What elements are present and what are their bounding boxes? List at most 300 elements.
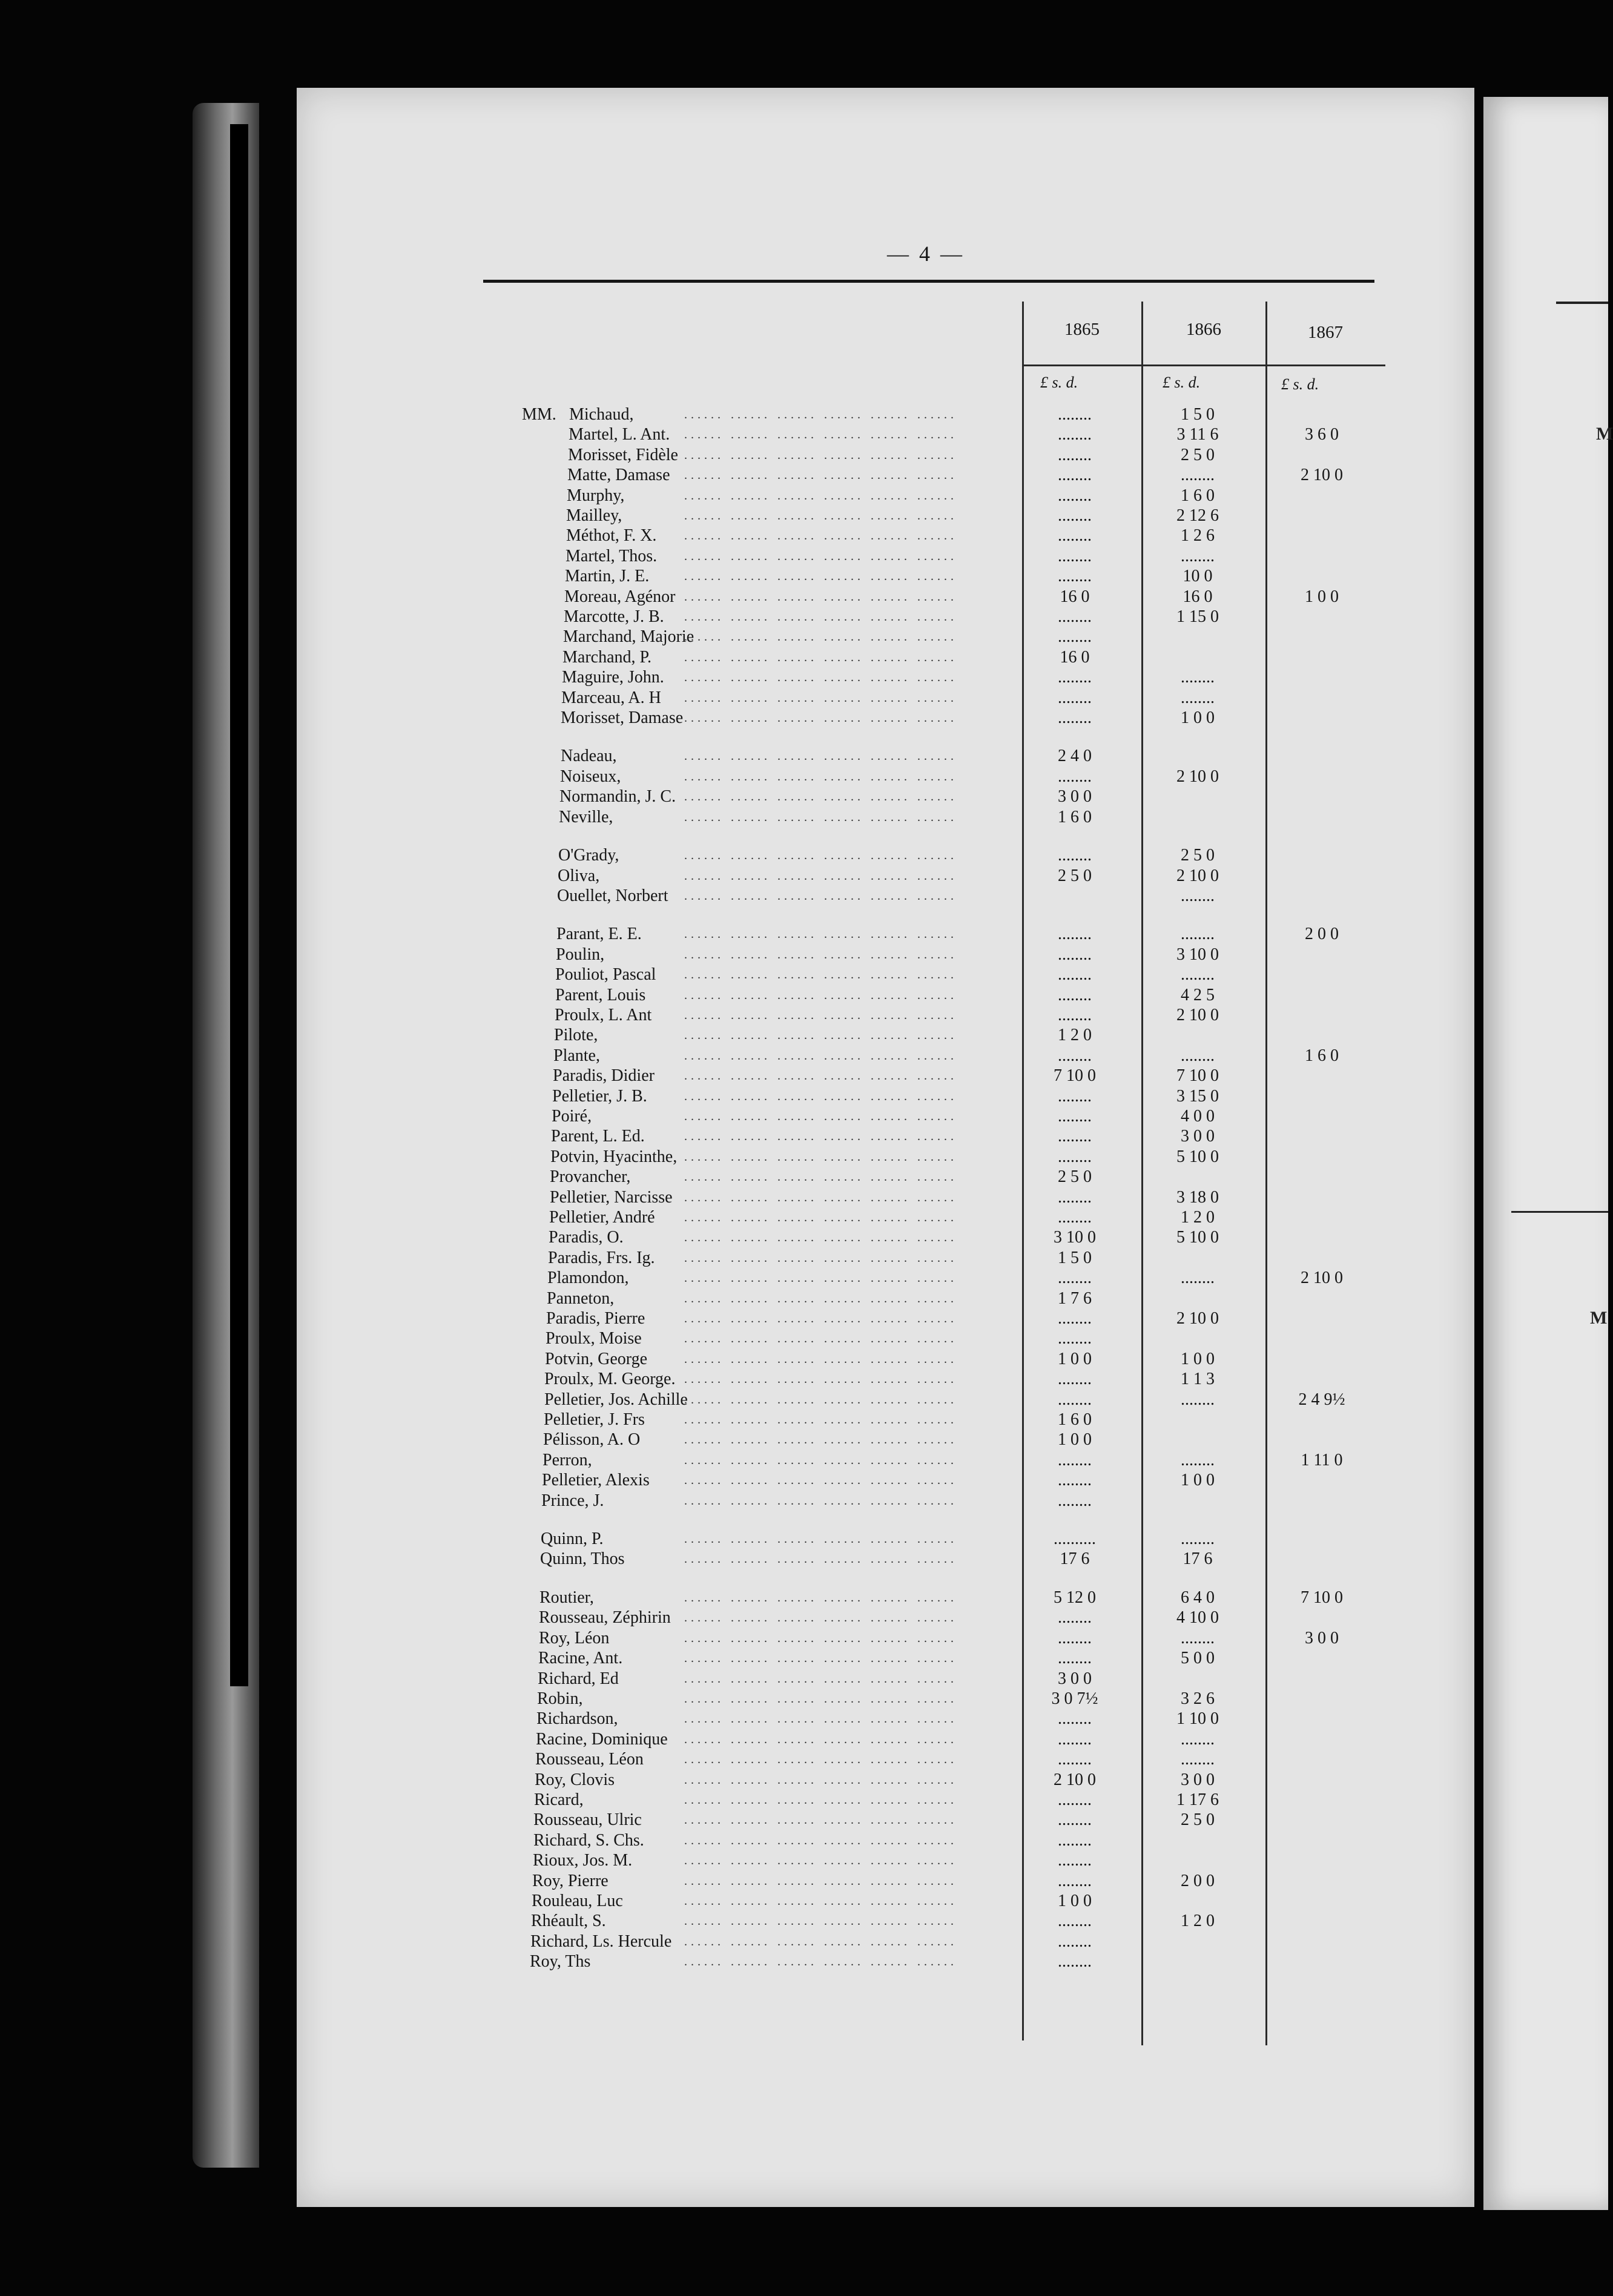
amount-1865: 2 5 0 — [1058, 1167, 1092, 1186]
ledger-row — [0, 1628, 1608, 1649]
amount-1866: ........ — [1181, 1268, 1215, 1287]
ledger-row — [0, 1951, 1608, 1972]
ledger-row — [0, 1328, 1608, 1349]
ledger-row — [0, 1086, 1608, 1107]
amount-1867: 1 11 0 — [1301, 1451, 1343, 1470]
amount-1865: 1 0 0 — [1058, 1892, 1092, 1910]
ledger-row — [0, 465, 1608, 486]
amount-1865: ........ — [1058, 965, 1092, 984]
ledger-row — [0, 445, 1608, 466]
leader-dots: ...... ...... ...... ...... ...... ...... — [684, 1813, 957, 1827]
contributor-name: Routier, — [539, 1588, 594, 1607]
amount-1866: 3 0 0 — [1181, 1770, 1215, 1789]
contributor-name: Richard, Ed — [538, 1669, 619, 1688]
ledger-row — [0, 1248, 1608, 1268]
amount-1865: ........ — [1058, 1709, 1092, 1728]
year-header-1865: 1865 — [1064, 320, 1100, 339]
contributor-name: Provancher, — [550, 1167, 631, 1186]
amount-1865: ........ — [1058, 1006, 1092, 1024]
contributor-name: Mailley, — [566, 506, 622, 525]
ledger-row — [0, 1390, 1608, 1410]
amount-1866: ........ — [1181, 1451, 1215, 1470]
contributor-name: Pelletier, André — [549, 1208, 655, 1227]
row-prefix: MM. — [522, 405, 556, 424]
contributor-name: O'Grady, — [558, 846, 619, 865]
contributor-name: Rouleau, Luc — [532, 1892, 623, 1910]
leader-dots: ...... ...... ...... ...... ...... ...... — [684, 1110, 957, 1123]
amount-1865: ........ — [1058, 405, 1092, 424]
amount-1866: 2 5 0 — [1181, 446, 1215, 464]
leader-dots: ...... ...... ...... ...... ...... ...... — [684, 1170, 957, 1184]
amount-1865: 16 0 — [1060, 587, 1090, 606]
amount-1865: ........ — [1058, 1952, 1092, 1971]
ledger-row — [0, 866, 1608, 886]
contributor-name: Marceau, A. H — [561, 688, 661, 707]
contributor-name: Racine, Ant. — [538, 1649, 623, 1668]
ledger-row — [0, 1470, 1608, 1491]
amount-1865: ........ — [1058, 627, 1092, 646]
amount-1865: ........ — [1058, 688, 1092, 707]
leader-dots: ...... ...... ...... ...... ...... ...... — [684, 1552, 957, 1566]
leader-dots: ...... ...... ...... ...... ...... ...... — [684, 408, 957, 421]
leader-dots: ...... ...... ...... ...... ...... ...... — [684, 428, 957, 441]
leader-dots: ...... ...... ...... ...... ...... ...... — [684, 1895, 957, 1908]
leader-dots: ...... ...... ...... ...... ...... ...... — [684, 570, 957, 583]
ledger-row — [0, 1066, 1608, 1086]
unit-header-1866: £ s. d. — [1163, 374, 1201, 391]
ledger-row — [0, 845, 1608, 866]
leader-dots: ...... ...... ...... ...... ...... ...... — [684, 1611, 957, 1625]
amount-1865: ........ — [1058, 1087, 1092, 1106]
contributor-name: Poulin, — [556, 945, 605, 964]
ledger-row — [0, 424, 1608, 445]
amount-1865: ........ — [1058, 446, 1092, 464]
amount-1866: ........ — [1181, 466, 1215, 484]
leader-dots: ...... ...... ...... ...... ...... ...... — [684, 1532, 957, 1546]
contributor-name: Ouellet, Norbert — [557, 886, 668, 905]
amount-1866: ........ — [1181, 925, 1215, 943]
contributor-name: Maguire, John. — [562, 668, 664, 687]
ledger-row — [0, 1025, 1608, 1046]
amount-1865: ........ — [1058, 425, 1092, 444]
amount-1866: 1 0 0 — [1181, 708, 1215, 727]
amount-1865: ........ — [1058, 466, 1092, 484]
amount-1865: ........ — [1058, 1046, 1092, 1065]
amount-1865: 2 10 0 — [1054, 1770, 1096, 1789]
ledger-row — [0, 1931, 1608, 1952]
leader-dots: ...... ...... ...... ...... ...... ...... — [684, 790, 957, 803]
leader-dots: ...... ...... ...... ...... ...... ...... — [684, 1753, 957, 1766]
amount-1866: 17 6 — [1183, 1549, 1213, 1568]
ledger-row — [0, 1911, 1608, 1931]
amount-1865: ........ — [1058, 1790, 1092, 1809]
amount-1865: 1 0 0 — [1058, 1350, 1092, 1368]
amount-1866: 2 5 0 — [1181, 1810, 1215, 1829]
amount-1866: 3 11 6 — [1176, 425, 1219, 444]
contributor-name: Prince, J. — [541, 1491, 604, 1510]
amount-1865: ........ — [1058, 1208, 1092, 1227]
ledger-row — [0, 1268, 1608, 1288]
contributor-name: Pelletier, J. Frs — [544, 1410, 645, 1429]
leader-dots: ...... ...... ...... ...... ...... ...... — [684, 1231, 957, 1244]
contributor-name: Plamondon, — [547, 1268, 629, 1287]
ledger-row — [0, 807, 1608, 828]
ledger-row — [0, 1729, 1608, 1750]
amount-1866: 2 10 0 — [1176, 1309, 1219, 1328]
contributor-name: Richard, S. Chs. — [533, 1831, 644, 1850]
amount-1866: 4 0 0 — [1181, 1107, 1215, 1126]
leader-dots: ...... ...... ...... ...... ...... ...... — [684, 1272, 957, 1285]
contributor-name: Plante, — [553, 1046, 600, 1065]
amount-1867: 3 0 0 — [1305, 1629, 1339, 1648]
amount-1866: ........ — [1181, 547, 1215, 566]
amount-1866: 1 6 0 — [1181, 486, 1215, 505]
ledger-row — [0, 1207, 1608, 1228]
leader-dots: ...... ...... ...... ...... ...... ...... — [684, 651, 957, 664]
amount-1866: ........ — [1181, 1730, 1215, 1749]
ledger-row — [0, 886, 1608, 906]
ledger-row — [0, 1891, 1608, 1912]
contributor-name: Pelletier, Alexis — [542, 1471, 650, 1489]
ledger-row — [0, 1288, 1608, 1309]
leader-dots: ...... ...... ...... ...... ...... ...... — [684, 610, 957, 624]
leader-dots: ...... ...... ...... ...... ...... ...... — [684, 1191, 957, 1204]
ledger-row — [0, 1830, 1608, 1851]
contributor-name: Morisset, Fidèle — [568, 446, 678, 464]
leader-dots: ...... ...... ...... ...... ...... ...... — [684, 529, 957, 543]
ledger-row — [0, 1410, 1608, 1430]
ledger-row — [0, 746, 1608, 767]
contributor-name: Racine, Dominique — [536, 1730, 668, 1749]
amount-1866: 3 0 0 — [1181, 1127, 1215, 1146]
ledger-row — [0, 1790, 1608, 1810]
facing-page-letter-top: M — [1596, 424, 1613, 444]
amount-1865: ........ — [1058, 1370, 1092, 1388]
amount-1866: 5 0 0 — [1181, 1649, 1215, 1668]
leader-dots: ...... ...... ...... ...... ...... ...... — [684, 1454, 957, 1467]
leader-dots: ...... ...... ...... ...... ...... ...... — [684, 509, 957, 523]
amount-1866: ........ — [1181, 1629, 1215, 1648]
amount-1865: ........ — [1058, 1872, 1092, 1890]
leader-dots: ...... ...... ...... ...... ...... ...... — [684, 1312, 957, 1325]
contributor-name: Michaud, — [569, 405, 634, 424]
contributor-name: Rousseau, Zéphirin — [539, 1608, 671, 1627]
leader-dots: ...... ...... ...... ...... ...... ...... — [684, 869, 957, 883]
ledger-row — [0, 1187, 1608, 1208]
amount-1865: .......... — [1054, 1529, 1096, 1548]
amount-1866: 1 2 0 — [1181, 1912, 1215, 1930]
contributor-name: Nadeau, — [561, 747, 617, 765]
contributor-name: Paradis, O. — [549, 1228, 624, 1247]
contributor-name: Paradis, Didier — [553, 1066, 655, 1085]
leader-dots: ...... ...... ...... ...... ...... ...... — [684, 948, 957, 962]
amount-1866: 4 10 0 — [1176, 1608, 1219, 1627]
contributor-name: Paradis, Pierre — [546, 1309, 645, 1328]
amount-1866: 2 10 0 — [1176, 1006, 1219, 1024]
amount-1866: ........ — [1181, 1390, 1215, 1409]
ledger-row — [0, 1669, 1608, 1689]
ledger-row — [0, 1588, 1608, 1608]
amount-1865: ........ — [1058, 1730, 1092, 1749]
contributor-name: Neville, — [559, 808, 613, 826]
leader-dots: ...... ...... ...... ...... ...... ...... — [684, 449, 957, 462]
leader-dots: ...... ...... ...... ...... ...... ...... — [684, 1875, 957, 1888]
amount-1865: 3 0 0 — [1058, 787, 1092, 806]
contributor-name: Quinn, P. — [541, 1529, 604, 1548]
contributor-name: Marchand, P. — [562, 648, 651, 667]
amount-1866: 7 10 0 — [1176, 1066, 1219, 1085]
amount-1865: 1 7 6 — [1058, 1289, 1092, 1308]
leader-dots: ...... ...... ...... ...... ...... ...... — [684, 630, 957, 644]
amount-1865: ........ — [1058, 1268, 1092, 1287]
contributor-name: Matte, Damase — [567, 466, 670, 484]
amount-1866: 2 12 6 — [1176, 506, 1219, 525]
ledger-row — [0, 1046, 1608, 1066]
amount-1867: 3 6 0 — [1305, 425, 1339, 444]
amount-1865: 3 10 0 — [1054, 1228, 1096, 1247]
contributor-name: Pouliot, Pascal — [555, 965, 656, 984]
leader-dots: ...... ...... ...... ...... ...... ...... — [684, 1150, 957, 1164]
contributor-name: Roy, Ths — [530, 1952, 591, 1971]
contributor-name: Potvin, George — [545, 1350, 648, 1368]
amount-1865: 1 2 0 — [1058, 1026, 1092, 1044]
ledger-row — [0, 1106, 1608, 1127]
contributor-name: Martin, J. E. — [565, 567, 650, 586]
amount-1865: 2 4 0 — [1058, 747, 1092, 765]
amount-1865: 3 0 7½ — [1051, 1689, 1098, 1708]
contributor-name: Pelletier, Narcisse — [550, 1188, 673, 1207]
ledger-row — [0, 1871, 1608, 1892]
ledger-row — [0, 787, 1608, 807]
ledger-row — [0, 1308, 1608, 1329]
ledger-row — [0, 945, 1608, 965]
amount-1867: 2 4 9½ — [1298, 1390, 1345, 1409]
amount-1866: 2 5 0 — [1181, 846, 1215, 865]
amount-1866: 1 2 0 — [1181, 1208, 1215, 1227]
leader-dots: ...... ...... ...... ...... ...... ...... — [684, 770, 957, 783]
leader-dots: ...... ...... ...... ...... ...... ...... — [684, 1413, 957, 1427]
ledger-row — [0, 627, 1608, 647]
amount-1865: ........ — [1058, 1912, 1092, 1930]
contributor-name: Moreau, Agénor — [564, 587, 676, 606]
amount-1865: ........ — [1058, 846, 1092, 865]
contributor-name: Proulx, M. George. — [544, 1370, 676, 1388]
amount-1865: ........ — [1058, 1629, 1092, 1648]
leader-dots: ...... ...... ...... ...... ...... ...... — [684, 1773, 957, 1787]
amount-1865: ........ — [1058, 486, 1092, 505]
ledger-row — [0, 1749, 1608, 1770]
amount-1865: ........ — [1058, 1471, 1092, 1489]
leader-dots: ...... ...... ...... ...... ...... ...... — [684, 1935, 957, 1948]
leader-dots: ...... ...... ...... ...... ...... ...... — [684, 1834, 957, 1847]
amount-1865: ........ — [1058, 668, 1092, 687]
amount-1867: 2 10 0 — [1301, 1268, 1343, 1287]
amount-1866: 1 5 0 — [1181, 405, 1215, 424]
amount-1865: ........ — [1058, 945, 1092, 964]
leader-dots: ...... ...... ...... ...... ...... ...... — [684, 1712, 957, 1726]
leader-dots: ...... ...... ...... ...... ...... ...... — [684, 1211, 957, 1224]
amount-1866: ........ — [1181, 1529, 1215, 1548]
amount-1865: ........ — [1058, 1932, 1092, 1951]
amount-1865: 7 10 0 — [1054, 1066, 1096, 1085]
contributor-name: Murphy, — [567, 486, 625, 505]
amount-1865: ........ — [1058, 567, 1092, 586]
amount-1866: 1 15 0 — [1176, 607, 1219, 626]
leader-dots: ...... ...... ...... ...... ...... ...... — [684, 1915, 957, 1928]
contributor-name: Morisset, Damase — [561, 708, 684, 727]
ledger-row — [0, 708, 1608, 728]
ledger-row — [0, 1850, 1608, 1871]
amount-1866: 5 10 0 — [1176, 1147, 1219, 1166]
leader-dots: ...... ...... ...... ...... ...... ...... — [684, 590, 957, 604]
contributor-name: Méthot, F. X. — [566, 526, 657, 545]
amount-1865: ........ — [1058, 1831, 1092, 1850]
amount-1865: 5 12 0 — [1054, 1588, 1096, 1607]
amount-1866: 2 10 0 — [1176, 767, 1219, 786]
ledger-row — [0, 1689, 1608, 1709]
contributor-name: Pélisson, A. O — [543, 1430, 641, 1449]
leader-dots: ...... ...... ...... ...... ...... ...... — [684, 1591, 957, 1605]
leader-dots: ...... ...... ...... ...... ...... ...... — [684, 1373, 957, 1386]
ledger-row — [0, 767, 1608, 787]
contributor-name: Parant, E. E. — [556, 925, 642, 943]
ledger-row — [0, 688, 1608, 708]
amount-1867: 1 0 0 — [1305, 587, 1339, 606]
leader-dots: ...... ...... ...... ...... ...... ...... — [684, 1433, 957, 1447]
leader-dots: ...... ...... ...... ...... ...... ...... — [684, 691, 957, 705]
amount-1866: 1 1 3 — [1181, 1370, 1215, 1388]
amount-1866: 1 2 6 — [1181, 526, 1215, 545]
amount-1865: ........ — [1058, 1608, 1092, 1627]
ledger-row — [0, 1430, 1608, 1450]
contributor-name: Perron, — [543, 1451, 592, 1470]
contributor-name: Pilote, — [554, 1026, 598, 1044]
ledger-row — [0, 965, 1608, 985]
amount-1865: ........ — [1058, 1127, 1092, 1146]
unit-header-1867: £ s. d. — [1281, 375, 1319, 393]
amount-1866: 1 17 6 — [1176, 1790, 1219, 1809]
leader-dots: ...... ...... ...... ...... ...... ...... — [684, 1252, 957, 1265]
contributor-name: Proulx, Moise — [546, 1329, 642, 1348]
leader-dots: ...... ...... ...... ...... ...... ...... — [684, 1672, 957, 1686]
contributor-name: Pelletier, Jos. Achille — [544, 1390, 688, 1409]
ledger-row — [0, 1147, 1608, 1167]
amount-1866: 1 10 0 — [1176, 1709, 1219, 1728]
amount-1866: ........ — [1181, 688, 1215, 707]
amount-1866: 2 10 0 — [1176, 866, 1219, 885]
contributor-name: Marchand, Majorie — [563, 627, 694, 646]
ledger-row — [0, 1126, 1608, 1147]
ledger-row — [0, 1369, 1608, 1390]
ledger-row — [0, 1491, 1608, 1511]
facing-page-rule-top — [1556, 302, 1608, 304]
amount-1865: ........ — [1058, 547, 1092, 566]
amount-1866: 3 2 6 — [1181, 1689, 1215, 1708]
leader-dots: ...... ...... ...... ...... ...... ...... — [684, 928, 957, 941]
amount-1866: 2 0 0 — [1181, 1872, 1215, 1890]
amount-1865: 1 6 0 — [1058, 1410, 1092, 1429]
ledger-row — [0, 985, 1608, 1006]
amount-1865: 1 5 0 — [1058, 1249, 1092, 1267]
contributor-name: Rousseau, Léon — [535, 1750, 644, 1769]
amount-1866: 3 18 0 — [1176, 1188, 1219, 1207]
amount-1865: ........ — [1058, 1491, 1092, 1510]
contributor-name: Rhéault, S. — [531, 1912, 606, 1930]
amount-1866: 16 0 — [1183, 587, 1213, 606]
amount-1866: 1 0 0 — [1181, 1471, 1215, 1489]
leader-dots: ...... ...... ...... ...... ...... ...... — [684, 1292, 957, 1305]
contributor-name: Rioux, Jos. M. — [533, 1851, 633, 1870]
amount-1865: ........ — [1058, 1329, 1092, 1348]
ledger-row — [0, 526, 1608, 546]
amount-1867: 2 10 0 — [1301, 466, 1343, 484]
leader-dots: ...... ...... ...... ...... ...... ...... — [684, 1332, 957, 1345]
contributor-name: Noiseux, — [560, 767, 621, 786]
amount-1866: ........ — [1181, 1750, 1215, 1769]
leader-dots: ...... ...... ...... ...... ...... ...... — [684, 1692, 957, 1706]
ledger-row — [0, 566, 1608, 587]
amount-1865: ........ — [1058, 986, 1092, 1005]
amount-1865: ........ — [1058, 1810, 1092, 1829]
ledger-row — [0, 1709, 1608, 1729]
amount-1865: ........ — [1058, 1107, 1092, 1126]
amount-1866: ........ — [1181, 965, 1215, 984]
leader-dots: ...... ...... ...... ...... ...... ...... — [684, 1353, 957, 1366]
amount-1866: ........ — [1181, 668, 1215, 687]
contributor-name: Roy, Léon — [539, 1629, 610, 1648]
leader-dots: ...... ...... ...... ...... ...... ...... — [684, 1733, 957, 1746]
amount-1865: ........ — [1058, 767, 1092, 786]
leader-dots: ...... ...... ...... ...... ...... ...... — [684, 811, 957, 824]
year-header-1867: 1867 — [1308, 323, 1343, 342]
ledger-row — [0, 1810, 1608, 1830]
ledger-row — [0, 647, 1608, 668]
amount-1866: 4 2 5 — [1181, 986, 1215, 1005]
amount-1865: ........ — [1058, 708, 1092, 727]
ledger-row — [0, 1549, 1608, 1569]
contributor-name: Richardson, — [536, 1709, 618, 1728]
facing-page-letter-mid: M — [1590, 1308, 1608, 1328]
amount-1866: 3 10 0 — [1176, 945, 1219, 964]
amount-1865: ........ — [1058, 526, 1092, 545]
ledger-row — [0, 1770, 1608, 1790]
leader-dots: ...... ...... ...... ...... ...... ...... — [684, 1130, 957, 1143]
ledger-row — [0, 1450, 1608, 1471]
amount-1865: 16 0 — [1060, 648, 1090, 667]
leader-dots: ...... ...... ...... ...... ...... ...... — [684, 1049, 957, 1063]
contributor-name: Proulx, L. Ant — [555, 1006, 652, 1024]
unit-header-1865: £ s. d. — [1040, 374, 1078, 391]
leader-dots: ...... ...... ...... ...... ...... ...... — [684, 1393, 957, 1407]
contributor-name: Roy, Pierre — [532, 1872, 609, 1890]
ledger-row — [0, 404, 1608, 425]
amount-1865: 3 0 0 — [1058, 1669, 1092, 1688]
leader-dots: ...... ...... ...... ...... ...... ...... — [684, 1029, 957, 1042]
contributor-name: Roy, Clovis — [535, 1770, 615, 1789]
leader-dots: ...... ...... ...... ...... ...... ...... — [684, 1090, 957, 1103]
ledger-row — [0, 1608, 1608, 1628]
leader-dots: ...... ...... ...... ...... ...... ...... — [684, 469, 957, 482]
leader-dots: ...... ...... ...... ...... ...... ...... — [684, 1494, 957, 1508]
contributor-name: Poiré, — [552, 1107, 592, 1126]
contributor-name: Ricard, — [534, 1790, 584, 1809]
leader-dots: ...... ...... ...... ...... ...... ...... — [684, 849, 957, 862]
leader-dots: ...... ...... ...... ...... ...... ...... — [684, 968, 957, 981]
contributor-name: Rousseau, Ulric — [533, 1810, 642, 1829]
amount-1866: 10 0 — [1183, 567, 1213, 586]
amount-1866: ........ — [1181, 1046, 1215, 1065]
amount-1865: ........ — [1058, 1750, 1092, 1769]
